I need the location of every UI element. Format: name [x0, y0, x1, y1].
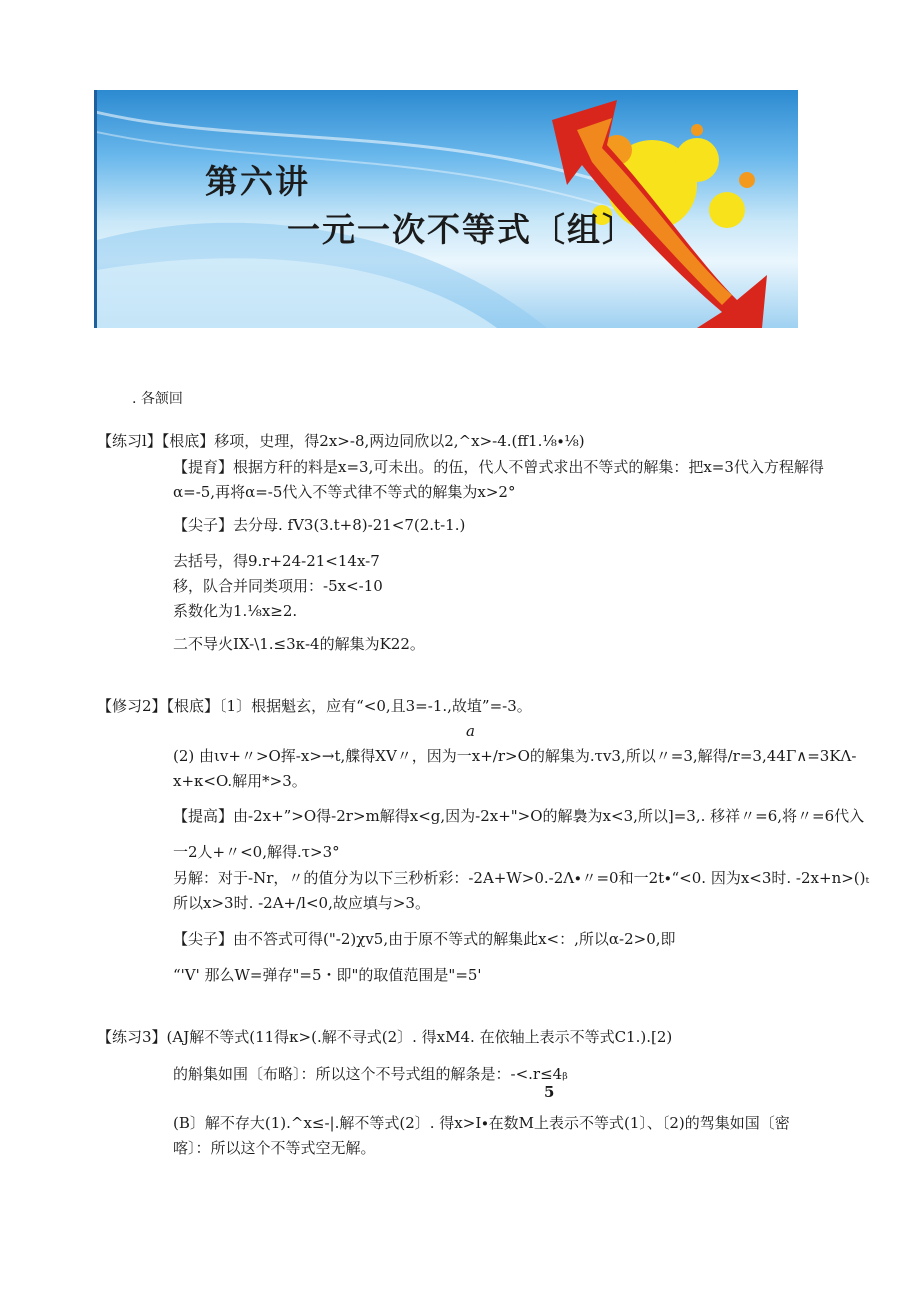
- exercise2-improve-line1: 【提高】由-2x+”>O得-2r>m解得x<g,因为-2x+">O的解裊为x<3,所以]=3,. 移祥〃=6,将〃=6代入: [173, 807, 865, 825]
- exercise2-basic-line1: 【修习2】【根底】〔1〕根据魁玄，应有“<0,且3=-1.,故埴”=-3。: [97, 697, 532, 715]
- exercise1-advanced-line2: 去括号，得9.r+24-21<14x-7: [173, 552, 380, 570]
- exercise2-alt-line1: 另解：对于-Nr，〃的值分为以下三秒析彩：-2A+W>0.-2Λ∙〃=0和一2t∙“<0. 因为x<3时. -2x+n>()ₜ: [173, 869, 870, 887]
- exercise1-advanced-line4: 系数化为1.⅛x≥2.: [173, 602, 298, 620]
- title-banner: [94, 90, 798, 328]
- exercise2-improve-line2: 一2人+〃<0,解得.τ>3°: [173, 843, 340, 861]
- exercise3-a-line1: 【练习3】(AJ解不等式(11得κ>(.解不寻式(2〕. 得xM4. 在依轴上表示不等式C1.).[2): [97, 1028, 673, 1046]
- exercise2-basic-line3: x+κ<O.解用*>3。: [173, 772, 307, 790]
- banner-title-line1: 第六讲: [205, 162, 310, 201]
- exercise1-improve-line2: α=-5,再将α=-5代入不等式律不等式的解集为x>2°: [173, 483, 516, 501]
- section-heading: . 各颔回: [132, 391, 183, 407]
- exercise2-alt-line2: 所以x>3时. -2A+∕l<0,故应填与>3。: [173, 894, 430, 912]
- exercise3-a-line2: 的斛集如围〔布略〕：所以这个不号式组的解条是：-<.r≤4ᵦ: [173, 1065, 568, 1083]
- banner-title-line2: 一元一次不等式〔组〕: [287, 210, 637, 249]
- exercise3-a-fraction-denominator: 5: [544, 1083, 555, 1101]
- exercise1-advanced-line1: 【尖子】去分母. fV3(3.t+8)-21<7(2.t-1.): [173, 516, 466, 534]
- exercise2-fraction-denominator: a: [466, 722, 475, 740]
- exercise1-improve-line1: 【提育】根据方秆的料是x=3,可未出。的伍，代人不曾式求出不等式的解集：把x=3代入方程解得: [173, 458, 824, 476]
- exercise2-advanced-line2: “'V' 那么W=弹存"=5・即"的取值范围是"=5': [173, 966, 482, 984]
- exercise2-advanced-line1: 【尖子】由不答式可得("-2)χv5,由于原不等式的解集此x<：,所以α-2>0,即: [173, 930, 676, 948]
- exercise1-advanced-line5: 二不导火IX-\1.≤3κ-4的解集为K22。: [173, 635, 425, 653]
- exercise2-basic-line2: (2) 由ιv+〃>O挥-x>→t,艓得XV〃，因为一x+∕r>O的解集为.τv3,所以〃=3,解得∕r=3,44Γ∧=3KΛ-: [173, 747, 857, 765]
- exercise3-b-line2: 喀〕：所以这个不等式空无解。: [173, 1139, 376, 1157]
- exercise3-b-line1: (B〕解不存大(1).^x≤-|.解不等式(2〕. 得x>I∙在数M上表示不等式(1〕、〔2)的驾集如国〔密: [173, 1114, 790, 1132]
- exercise1-advanced-line3: 移，队合并同类项用：-5x<-10: [173, 577, 383, 595]
- exercise1-basic-line: 【练习l】【根底】移项，史理，得2x>-8,两边同欣以2,^x>-4.(ff1.⅛∙⅛): [97, 432, 585, 450]
